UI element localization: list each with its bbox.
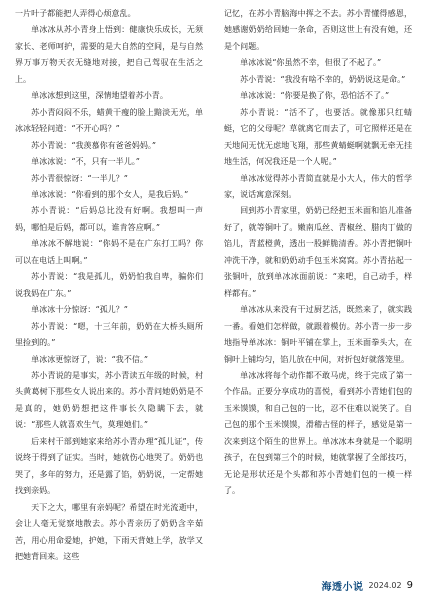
paragraph: 单冰冰说：“你要是换了你，恐怕活不了。” [240,91,390,101]
paragraph: 苏小青很惊讶：“一半儿？” [31,173,128,183]
paragraph: 苏小青说：“嗯，十三年前，奶奶在大桥头厕所里捡到的。” [15,321,203,348]
paragraph: 单冰冰更惊讶了，说：“我不信。” [31,354,148,364]
paragraph: 单冰冰从苏小青身上悟到：健康快乐成长，无须家长、老师呵护，需要的是大自然的空间，是与自然界万事万物天衣无缝地对接，把自己驾驭在生活之上。 [15,25,203,84]
paragraph: 后来村干部到她家来给苏小青办理“孤儿证”，传说终于得到了证实。当时，她就伤心地哭了。奶奶也哭了，多年的努力，还是露了馅，奶奶说，一定帮她找到亲妈。 [15,436,203,496]
paragraph: 单冰冰觉得苏小青简直就是小大人，伟大的哲学家，说话寓意深刻。 [224,173,412,199]
paragraph: 苏小青说：“我是孤儿，奶奶怕我自卑，骗你们说我妈在广东。” [15,272,203,298]
right-column [224,6,412,500]
paragraph: 苏小青说：“我没有啥不幸的，奶奶说这是命。” [240,74,406,84]
paragraph: 苏小青说：“后妈总比没有好啊。我想叫一声妈，哪怕是后妈，都可以，谁肯答应啊。” [15,206,203,232]
page-footer [322,578,413,593]
paragraph: 单冰冰说：“不，只有一半儿。” [31,157,140,167]
issue-date: 2024.02 [368,581,402,590]
paragraph: 单冰冰想到这里，深情地望着苏小青。 [31,91,168,101]
paragraph: 苏小青闷闷不乐，蜡黄干瘦的脸上黯淡无光，单冰冰轻轻问道：“不开心吗？” [15,107,203,134]
paragraph: 单冰冰从来没有干过厨艺活，既然来了，就实践一番。看她们怎样做，就跟着模仿。苏小青一步一步地指导单冰冰：铜叶平铺在掌上，玉米面拳头大，在铜叶上铺均匀，馅儿放在中间，对折包好就落笼里。 [224,305,412,364]
paragraph: 单冰冰说“你虽然不幸，但很了不起了。” [240,58,382,68]
paragraph: 苏小青说：“活不了，也要活。就像那只红蜻蜓，它的父母呢？草就离它而去了，可它照样还是在天地间无忧无虑地飞翔，那些黄蜻蜓啊就飘无牵无挂地生活，何况我还是一个人呢。” [224,107,412,167]
magazine-title: 海透小说 [321,582,364,593]
paragraph: 单冰冰说：“你看到的那个女人，是我后妈。” [31,189,189,199]
page-number: 9 [406,580,413,591]
paragraph: 单冰冰不解地说：“你妈不是在广东打工吗？你可以在电话上叫啊。” [15,239,203,265]
paragraph: 回到苏小青家里，奶奶已经把玉米面和馅儿准备好了，就等铜叶了。嫩南瓜丝、青椒丝、腊肉丁做的馅儿，青蓝橙黄，透出一股鲜脆清香。苏小青把铜叶冲洗干净，就和奶奶动手包玉米窝窝。苏小青拈起一张铜叶，放到单冰冰面前说：“来吧，自己动手，样样都有。” [224,206,412,298]
paragraph: 记忆，在苏小青脑海中挥之不去。苏小青懂得感恩，她感谢奶奶给回她一条命，否则这世上有没有她，还是个问题。 [224,9,412,51]
paragraph: 天下之大，哪里有亲妈呢？希望在时光流逝中，会让人毫无觉察地散去。苏小青亲历了奶奶含辛茹苦，用心用命爱她，护她，下雨天背她上学，放学又把她背回来。这些 [15,502,203,561]
paragraph: 单冰冰将每个动作都不敢马虎，终于完成了第一个作品。正要分享成功的喜悦，看到苏小青她们包的玉米馍馍，和自己包的一比，忍不住难以说笑了。自己包的那个玉米馍馍，滑稽古怪的样子，感觉是第一次来到这个陌生的世界上。单冰冰本身就是一个聪明孩子，在包到第三个的时候，她就掌握了全部技巧，无论是形状还是个头都和苏小青她们包的一模一样了。 [224,370,412,496]
paragraph: 苏小青说：“我羡慕你有爸爸妈妈。” [31,140,156,150]
left-column [15,6,203,565]
paragraph: 苏小青说的是事实，苏小青读五年级的时候，村头黄葛树下那些女人说出来的。苏小青问她奶奶是不是真的，她奶奶想把这件事长久隐瞒下去，就说：“那些人就喜欢生气，莫理她们。” [15,370,203,430]
paragraph: 单冰冰十分惊讶：“孤儿？” [31,305,128,315]
paragraph: 一片叶子都能把人弄得心烦意乱。 [15,9,136,18]
